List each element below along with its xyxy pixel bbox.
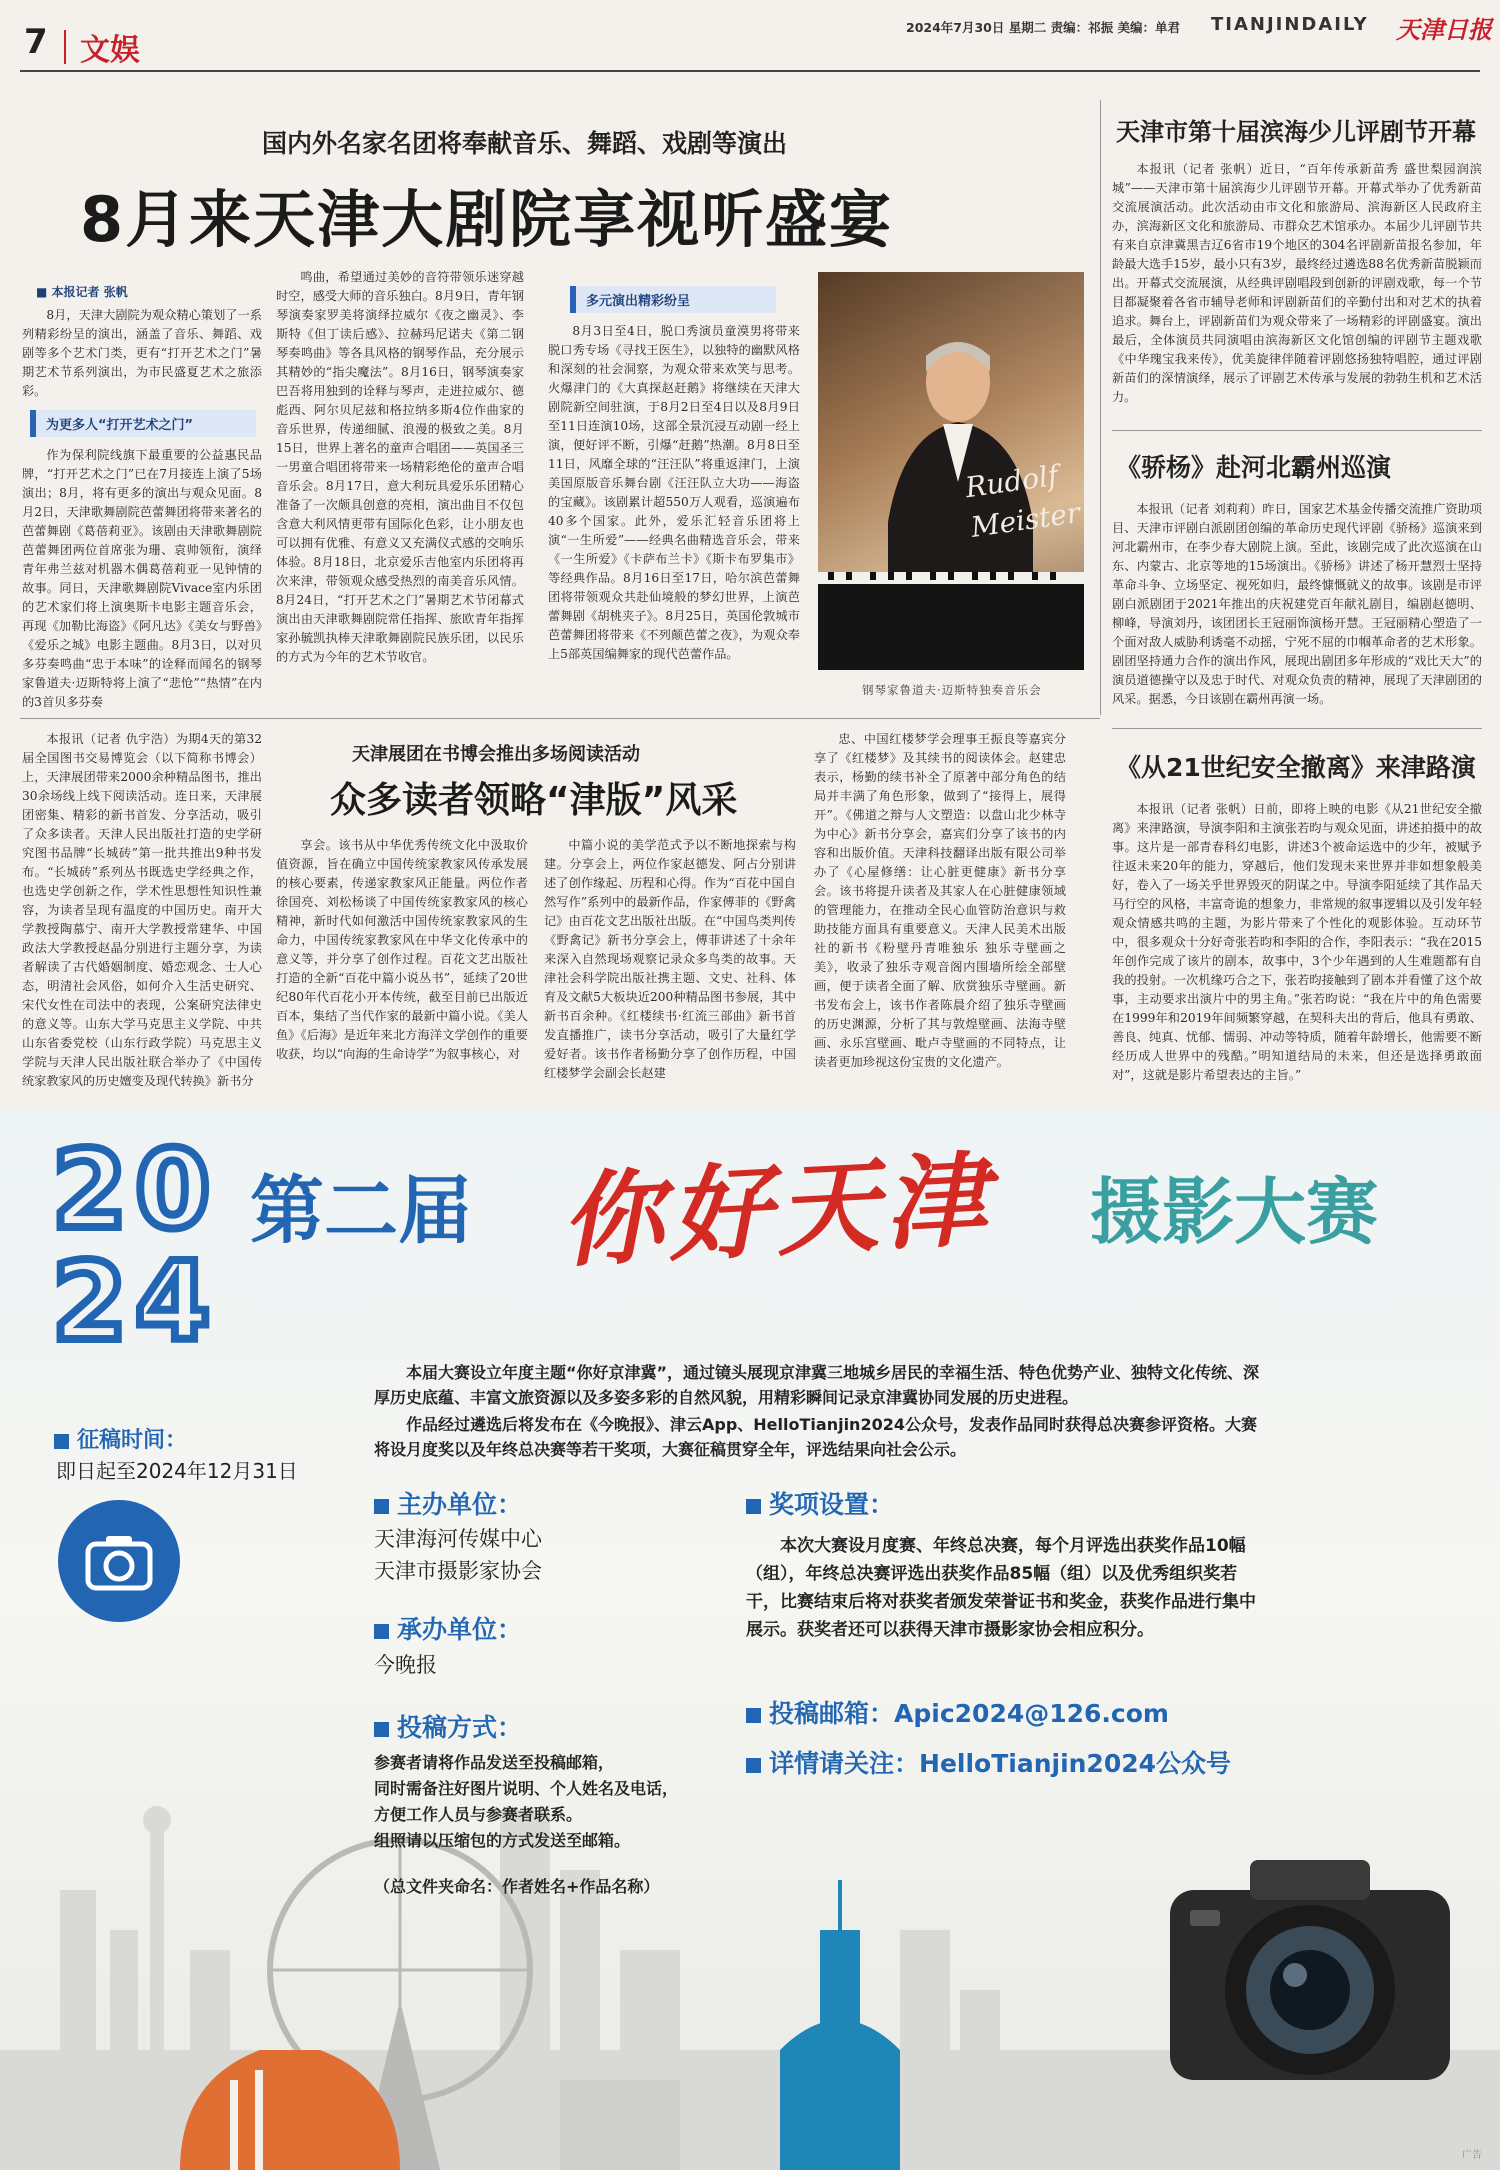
submit-2: 同时需备注好图片说明、个人姓名及电话， (374, 1779, 679, 1798)
lead-subhead-2: 多元演出精彩纷呈 (570, 286, 776, 313)
host-label (374, 1485, 522, 1521)
book-fair-top-rule (20, 718, 1100, 719)
contest-email[interactable]: Apic2024@126.com (894, 1699, 1169, 1728)
book-fair-col2-text: 享会。该书从中华优秀传统文化中汲取价值资源，旨在确立中国传统家教家风传承发展的核心要素，传递家教家风正能量。两位作者徐国亮、刘松杨谈了中国传统家教家风的核心精神，新时代如何激活中国传统家教家风的生命力，中国传统家教家风在中华文化传承中的意义等，并分享了创作过程。百花文艺出版社打造的全新“百花中篇小说丛书”，延续了20世纪80年代百花小开本传统，截至目前已出版近百本，集结了当代作家的最新中篇小说。《美人鱼》《后海》是近年来北方海洋文学创作的重要收获，均以“向海的生命诗学”为叙事核心，对 (276, 838, 528, 1061)
right-article-2-title: 《骄杨》赴河北霸州巡演 (1116, 453, 1392, 482)
ad-contest: 摄影大赛 (1090, 1170, 1379, 1254)
deadline-bullet (54, 1434, 69, 1449)
submit-label (374, 1708, 522, 1744)
ad-year-top: 20 (52, 1128, 219, 1253)
photo-caption: 钢琴家鲁道夫·迈斯特独奏音乐会 (862, 683, 1042, 697)
right-article-3-text: 本报讯（记者 张帆）日前，即将上映的电影《从21世纪安全撤离》来津路演，导演李阳和主演张若昀与观众见面，讲述拍摄中的故事。这片是一部青春科幻电影，讲述3个被命运选中的少年，被赋予往返未来20年的能力，穿越后，他们发现未来世界并非如想象般美好，卷入了一场关乎世界毁灭的阴谋之中。导演李阳延续了其作品天马行空的风格，丰富奇诡的想象力，非常规的叙事逻辑以及引发年轻观众情感共鸣的主题，为影片带来了个性化的观影体验。互动环节中，很多观众十分好奇张若昀和李阳的合作，李阳表示：“我在2015年创作完成了该片的剧本，故事中，3个少年遇到的人生难题都有自我的投射。一次机缘巧合之下，张若昀接触到了剧本并看懂了这个故事，主动要求出演片中的男主角。”张若昀说：“我在片中的角色需要在1999年和2019年间频繁穿越，在契科夫出的背后，他具有勇敢、善良、纯真、忧郁、懦弱、冲动等特质，随着年龄增长，他需要不断经历成人世界中的残酷。”明知道结局的未来，但还是选择勇敢面对”，这就是影片希望表达的主旨。” (1112, 802, 1482, 1082)
right-article-1-body (1112, 160, 1482, 416)
follow-account[interactable]: HelloTianjin2024公众号 (919, 1749, 1232, 1778)
right-article-3-body (1112, 800, 1482, 1094)
awards-label-text: 奖项设置： (769, 1490, 895, 1519)
book-fair-col1 (22, 730, 262, 1094)
host-label-text: 主办单位： (397, 1490, 523, 1519)
follow-line (746, 1744, 1231, 1780)
section-name: 文娱 (80, 33, 140, 68)
right-article-3-title: 《从21世纪安全撤离》来津路演 (1116, 753, 1476, 782)
book-fair-kicker: 天津展团在书博会推出多场阅读活动 (352, 744, 640, 765)
lead-col2-text: 鸣曲，希望通过美妙的音符带领乐迷穿越时空，感受大师的音乐独白。8月9日，青年钢琴演奏家罗美将演绎拉威尔《夜之幽灵》、李斯特《但丁读后感》、拉赫玛尼诺夫《第二钢琴奏鸣曲》等各具风格的钢琴作品，充分展示其精妙的“指尖魔法”。8月16日，钢琴演奏家巴吾将用独到的诠释与琴声，走进拉威尔、德彪西、阿尔贝尼兹和格拉纳多斯4位作曲家的音乐世界，传递细腻、浪漫的极致之美。8月15日，世界上著名的童声合唱团——英国圣三一男童合唱团将带来一场精彩绝伦的童声合唱音乐会。8月17日，意大利玩具爱乐乐团精心准备了一次颇具创意的亮相，演出曲目不仅包含意大利风情更带有国际化色彩，让小朋友也可以拥有优雅、有意义又充满仪式感的交响乐体验。8月18日，北京爱乐吉他室内乐团将再次来津，带领观众感受热烈的南美音乐风情。8月24日，“打开艺术之门”暑期艺术节闭幕式演出由天津歌舞剧院常任指挥、旅欧青年指挥家孙毓凯执棒天津歌舞剧院民族乐团，以民乐的方式为今年的艺术节收官。 (276, 270, 524, 664)
col-divider-right (1100, 100, 1101, 715)
lead-col1 (22, 446, 262, 709)
host-bullet (374, 1499, 389, 1514)
lead-byline: ■ 本报记者 张帆 (36, 285, 128, 299)
awards-bullet (746, 1499, 761, 1514)
ad-year-bottom: 24 (52, 1240, 219, 1365)
book-fair-col2 (276, 836, 528, 1094)
lead-col1-top-text: 8月，天津大剧院为观众精心策划了一系列精彩纷呈的演出，涵盖了音乐、舞蹈、戏剧等多个艺术门类，更有“打开艺术之门”暑期艺术节系列演出，为市民盛夏艺术之旅添彩。 (22, 308, 262, 398)
submit-3: 方便工作人员与参赛者联系。 (374, 1805, 583, 1824)
ad-intro-1: 本届大赛设立年度主题“你好京津冀”，通过镜头展现京津冀三地城乡居民的幸福生活、特色优势产业、独特文化传统、深厚历史底蕴、丰富文旅资源以及多姿多彩的自然风貌，用精彩瞬间记录京津冀协同发展的历史进程。 (374, 1363, 1260, 1407)
camera-illustration (1150, 1830, 1470, 2120)
submit-4: 组照请以压缩包的方式发送至邮箱。 (374, 1831, 631, 1850)
ad-edition: 第二届 (250, 1168, 472, 1254)
follow-bullet (746, 1758, 761, 1773)
lead-col3 (548, 322, 800, 700)
submit-label-text: 投稿方式： (397, 1713, 523, 1742)
lead-col3-text: 8月3日至4日，脱口秀演员童漠男将带来脱口秀专场《寻找王医生》，以独特的幽默风格和深刻的社会洞察，为观众带来欢笑与思考。火爆津门的《大真探赵赶鹅》将继续在天津大剧院新空间驻演，于8月2日至4日以及8月9日至11日连演10场，这部全景沉浸互动剧一经上演，便好评不断，引爆“赶鹅”热潮。8月8日至11日，风靡全球的“汪汪队”将重返津门，上演美国原版音乐舞台剧《汪汪队立大功——海盗的宝藏》。该剧累计超550万人观看，巡演遍布40多个国家。此外，爱乐汇轻音乐团将上演“一生所爱”——经典名曲精选音乐会，带来《一生所爱》《卡萨布兰卡》《斯卡布罗集市》等经典作品。8月16日至17日，哈尔滨芭蕾舞团将带领观众共赴仙境般的梦幻世界，上演芭蕾舞剧《胡桃夹子》。8月25日，英国伦敦城市芭蕾舞团将带来《不列颠芭蕾之夜》，为观众奉上5部英国编舞家的现代芭蕾作品。 (548, 324, 800, 661)
lead-subhead-1: 为更多人“打开艺术之门” (30, 410, 256, 437)
photo-signature: Rudolf Meister (963, 458, 1083, 544)
book-fair-col4 (814, 730, 1066, 1094)
camera-badge (58, 1500, 180, 1622)
right-article-1-text: 本报讯（记者 张帆）近日，“百年传承新苗秀 盛世梨园润滨城”——天津市第十届滨海少儿评剧节开幕。开幕式举办了优秀新苗交流展演活动。此次活动由市文化和旅游局、滨海新区人民政府主办，滨海新区文化和旅游局、市群众艺术馆承办。本届少儿评剧节共有来自京津冀黑吉辽6省市19个地区的304名评剧新苗报名参加，年龄最大选手15岁，最小只有3岁，最终经过遴选88名优秀新苗脱颖而出。开幕式交流展演，从经典评剧唱段到创新的评剧戏歌，每一个节目都凝聚着各省市辅导老师和评剧新苗们的辛勤付出和对艺术的执着追求。舞台上，评剧新苗们为观众带来了一场精彩的评剧盛宴。演出最后，全体演员共同演唱由滨海新区文化馆创编的评剧节主题戏歌《中华瑰宝我来传》，优美旋律伴随着评剧悠扬独特唱腔，通过评剧新苗们的深情演绎，展示了评剧艺术传承与发展的勃勃生机和艺术活力。 (1112, 162, 1482, 404)
deadline-label-text: 征稿时间： (77, 1428, 188, 1453)
host-1: 天津海河传媒中心 (374, 1527, 542, 1551)
submit-bullet (374, 1722, 389, 1737)
organizer-label-text: 承办单位： (397, 1615, 523, 1644)
header-rule (20, 70, 1480, 72)
email-bullet (746, 1708, 761, 1723)
right-divider-2 (1112, 728, 1482, 729)
organizer-label (374, 1610, 522, 1646)
lead-col1-top (22, 306, 262, 404)
awards-text: 本次大赛设月度赛、年终总决赛，每个月评选出获奖作品10幅（组），年终总决赛评选出获奖作品85幅（组）以及优秀组织奖若干，比赛结束后将对获奖者颁发荣誉证书和奖金，获奖作品进行集中展示。获奖者还可以获得天津市摄影家协会相应积分。 (746, 1536, 1256, 1640)
photo-contest-ad (0, 1110, 1500, 2167)
pianist-photo (818, 272, 1084, 670)
submit-note: （总文件夹命名：作者姓名+作品名称） (374, 1877, 660, 1896)
right-article-1-title: 天津市第十届滨海少儿评剧节开幕 (1116, 118, 1476, 146)
email-label: 投稿邮箱： (769, 1699, 895, 1728)
deadline-value: 即日起至2024年12月31日 (56, 1459, 298, 1483)
submit-1: 参赛者请将作品发送至投稿邮箱， (374, 1753, 615, 1772)
ad-tag: 广告 (1462, 2150, 1482, 2161)
lead-headline: 8月来天津大剧院享视听盛宴 (80, 183, 894, 256)
book-fair-col3 (544, 836, 796, 1094)
email-line (746, 1694, 1169, 1730)
header-divider (64, 30, 66, 64)
lead-kicker: 国内外名家名团将奉献音乐、舞蹈、戏剧等演出 (262, 129, 788, 158)
paper-name-en: TIANJINDAILY (1211, 14, 1369, 35)
page-number: 7 (24, 22, 48, 62)
right-article-2-body (1112, 500, 1482, 718)
host-2: 天津市摄影家协会 (374, 1559, 542, 1583)
right-divider-1 (1112, 430, 1482, 431)
organizer: 今晚报 (374, 1653, 437, 1677)
ad-slogan: 你好天津 (557, 1139, 996, 1283)
organizer-bullet (374, 1624, 389, 1639)
date-line: 2024年7月30日 星期二 责编：祁振 美编：单君 (906, 20, 1180, 35)
awards-label (746, 1485, 894, 1521)
follow-label: 详情请关注： (769, 1749, 920, 1778)
right-article-2-text: 本报讯（记者 刘莉莉）昨日，国家艺术基金传播交流推广资助项目、天津市评剧白派剧团创编的革命历史现代评剧《骄杨》巡演来到河北霸州市，在李少春大剧院上演。至此，该剧完成了此次巡演在山东、内蒙古、北京等地的15场演出。《骄杨》讲述了杨开慧烈士坚持革命斗争、立场坚定、视死如归，最终慷慨就义的故事。该剧是市评剧白派剧团于2021年推出的庆祝建党百年献礼剧目，编剧赵德明、柳峰，导演刘丹，该团团长王冠丽饰演杨开慧。王冠丽精心塑造了一个面对敌人威胁利诱毫不动摇，宁死不屈的巾帼革命者的艺术形象。剧团坚持通力合作的演出作风，展现出剧团多年形成的“戏比天大”的演员道德操守以及忠于时代、对观众负责的精神，展现了天津剧团的风采。据悉，今日该剧在霸州再演一场。 (1112, 502, 1482, 706)
deadline-label (54, 1423, 187, 1454)
book-fair-col1-text: 本报讯（记者 仇宇浩）为期4天的第32届全国图书交易博览会（以下简称书博会）上，天津展团带来2000余种精品图书，推出30余场线上线下阅读活动。连日来，天津展团密集、精彩的新书首发、分享活动，吸引了众多读者。天津人民出版社打造的史学研究图书品牌“长城砖”第一批共推出9种书发布。“长城砖”系列丛书既选史学经典之作，也选史学创新之作，学术性思想性知识性兼容，为读者呈现有温度的中国历史。南开大学教授陶慕宁、南开大学教授常建华、中国政法大学教授赵晶分别进行主题分享，为读者解读了古代婚姻制度、婚恋观念、士人心态，明清社会风俗，如何介入生活史研究、宋代女性在司法中的表现，公案研究法律史的意义等。山东大学马克思主义学院、中共山东省委党校（山东行政学院）马克思主义学院与天津人民出版社联合举办了《中国传统家教家风的历史嬗变及现代转换》新书分 (22, 732, 262, 1088)
book-fair-headline: 众多读者领略“津版”风采 (330, 780, 738, 821)
ad-intro-2: 作品经过遴选后将发布在《今晚报》、津云App、HelloTianjin2024公众号，发表作品同时获得总决赛参评资格。大赛将设月度奖以及年终总决赛等若干奖项，大赛征稿贯穿全年，评选结果向社会公示。 (374, 1415, 1257, 1459)
paper-logo: 天津日报 (1396, 15, 1492, 44)
camera-icon (58, 1500, 180, 1622)
lead-col2 (276, 268, 524, 700)
book-fair-col3-text: 中篇小说的美学范式予以不断地探索与构建。分享会上，两位作家赵德发、阿占分别讲述了创作缘起、历程和心得。作为“百花中国自然写作”系列中的最新作品，作家傅菲的《野禽记》由百花文艺出版社出版。在“中国鸟类判传《野禽记》新书分享会上，傅菲讲述了十余年来深入自然现场观察记录众多鸟类的故事。天津社会科学院出版社携主题、文史、社科、体育及文献5大板块近200种精品图书参展，其中新书百余种。《红楼续书·红流三部曲》新书首发直播推广，读书分享活动，吸引了大量红学爱好者。该书作者杨勤分享了创作历程，中国红楼梦学会副会长赵建 (544, 838, 796, 1080)
book-fair-col4-text: 忠、中国红楼梦学会理事王振良等嘉宾分享了《红楼梦》及其续书的阅读体会。赵建忠表示，杨勤的续书补全了原著中部分角色的结局并丰满了角色形象，做到了“接得上，展得开”。《佛道之辩与人文塑造：以盘山北少林寺为中心》新书分享会，嘉宾们分享了该书的内容和出版价值。天津科技翻译出版有限公司举办了《心屋修缮：让心脏更健康》新书分享会。该书将提升读者及其家人在心脏健康领域的管理能力，在推动全民心血管防治意识与救助技能方面具有重要意义。天津人民美术出版社的新书《粉壁丹青唯独乐 独乐寺壁画之美》，收录了独乐寺观音阁内围墙所绘全部壁画，便于读者全面了解、欣赏独乐寺壁画。新书发布会上，该书作者陈晨介绍了独乐寺壁画的历史渊源，分析了其与敦煌壁画、法海寺壁画、永乐宫壁画、毗卢寺壁画的不同特点，让读者更加珍视这份宝贵的文化遗产。 (814, 732, 1066, 1069)
lead-col1-text: 作为保利院线旗下最重要的公益惠民品牌，“打开艺术之门”已在7月接连上演了5场演出；8月，将有更多的演出与观众见面。8月2日，天津歌舞剧院芭蕾舞团将带来著名的芭蕾舞剧《葛蓓莉亚》。该剧由天津歌舞剧院芭蕾舞团两位首席张为珊、袁帅领衔，演绎青年弗兰兹对机器木偶葛蓓莉亚一见钟情的故事。同日，天津歌舞剧院Vivace室内乐团的艺术家们将上演奥斯卡电影主题音乐会，再现《加勒比海盗》《阿凡达》《美女与野兽》《爱乐之城》电影主题曲。8月3日，以对贝多芬奏鸣曲“忠于本味”的诠释而闻名的钢琴家鲁道夫·迈斯特将上演了“悲怆”“热情”在内的3首贝多芬奏 (22, 448, 262, 709)
